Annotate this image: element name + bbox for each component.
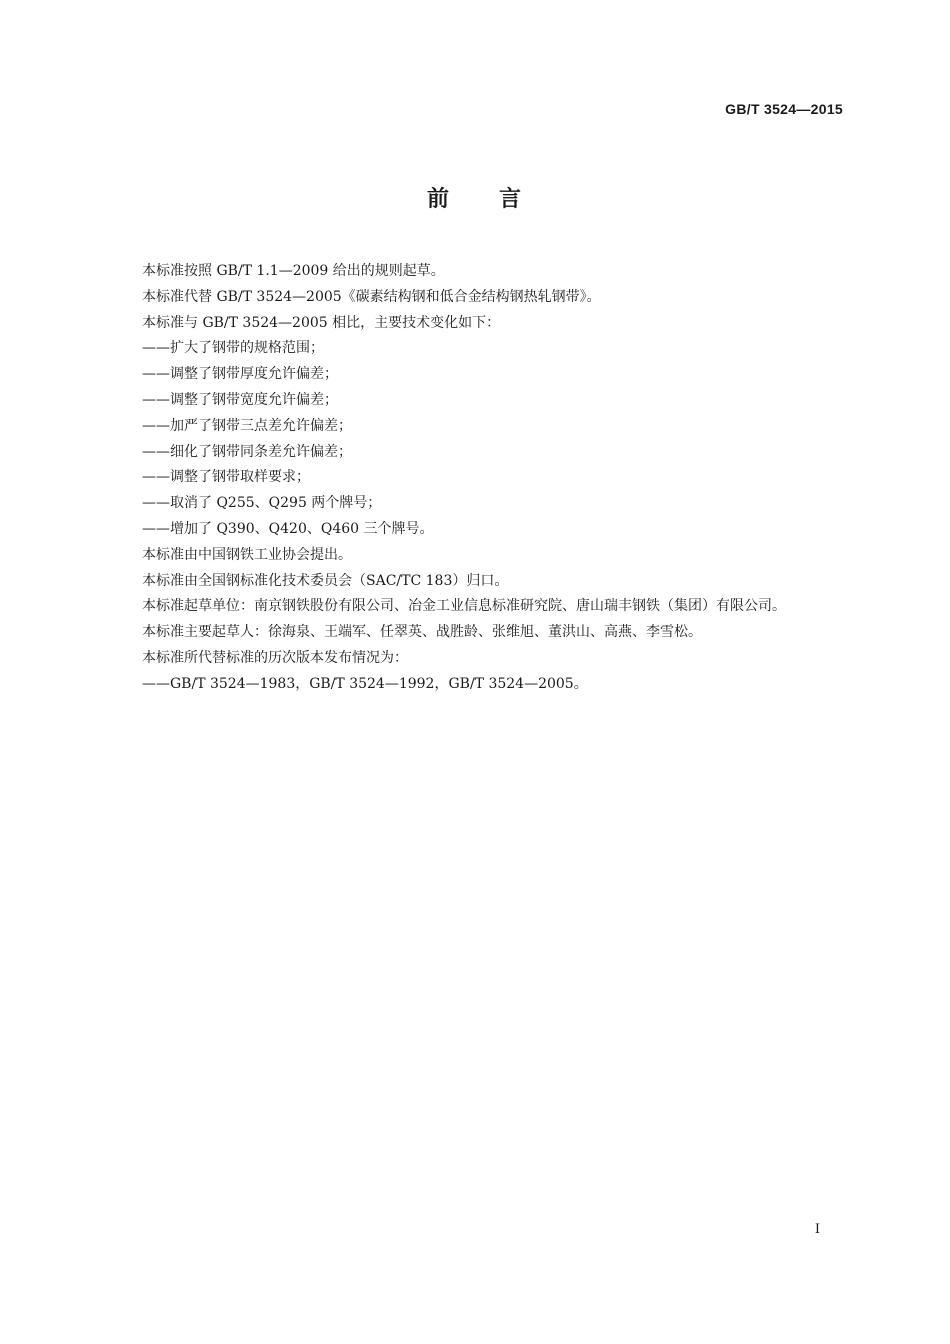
page-number: I <box>814 1222 820 1237</box>
paragraph-administered-by: 本标准由全国钢标准化技术委员会（SAC/TC 183）归口。 <box>142 572 509 589</box>
foreword-body <box>108 259 844 698</box>
paragraph-replaces: 本标准代替 GB/T 3524—2005《碳素结构钢和低合金结构钢热轧钢带》。 <box>142 288 601 305</box>
history-item: ——GB/T 3524—1983，GB/T 3524—1992，GB/T 3524—2005。 <box>142 675 588 692</box>
change-item: ——扩大了钢带的规格范围； <box>142 340 324 357</box>
document-number: GB/T 3524—2015 <box>725 101 843 117</box>
paragraph-changes-intro: 本标准与 GB/T 3524—2005 相比，主要技术变化如下： <box>142 314 501 331</box>
change-item: ——调整了钢带取样要求； <box>142 469 310 486</box>
paragraph-drafting-rules: 本标准按照 GB/T 1.1—2009 给出的规则起草。 <box>142 263 445 279</box>
change-item: ——调整了钢带宽度允许偏差； <box>142 391 338 408</box>
change-item: ——增加了 Q390、Q420、Q460 三个牌号。 <box>142 520 434 537</box>
page-title: 前 言 <box>426 187 523 212</box>
change-item: ——调整了钢带厚度允许偏差； <box>142 366 338 383</box>
paragraph-proposed-by: 本标准由中国钢铁工业协会提出。 <box>142 546 352 563</box>
paragraph-drafting-units: 本标准起草单位：南京钢铁股份有限公司、冶金工业信息标准研究院、唐山瑞丰钢铁（集团）有限公司。 <box>142 598 786 615</box>
change-item: ——细化了钢带同条差允许偏差； <box>142 443 352 460</box>
paragraph-history-intro: 本标准所代替标准的历次版本发布情况为： <box>142 649 408 666</box>
change-item: ——加严了钢带三点差允许偏差； <box>142 417 352 434</box>
paragraph-drafters: 本标准主要起草人：徐海泉、王端军、任翠英、战胜龄、张维旭、董洪山、高燕、李雪松。 <box>142 624 702 641</box>
change-item: ——取消了 Q255、Q295 两个牌号； <box>142 495 382 512</box>
